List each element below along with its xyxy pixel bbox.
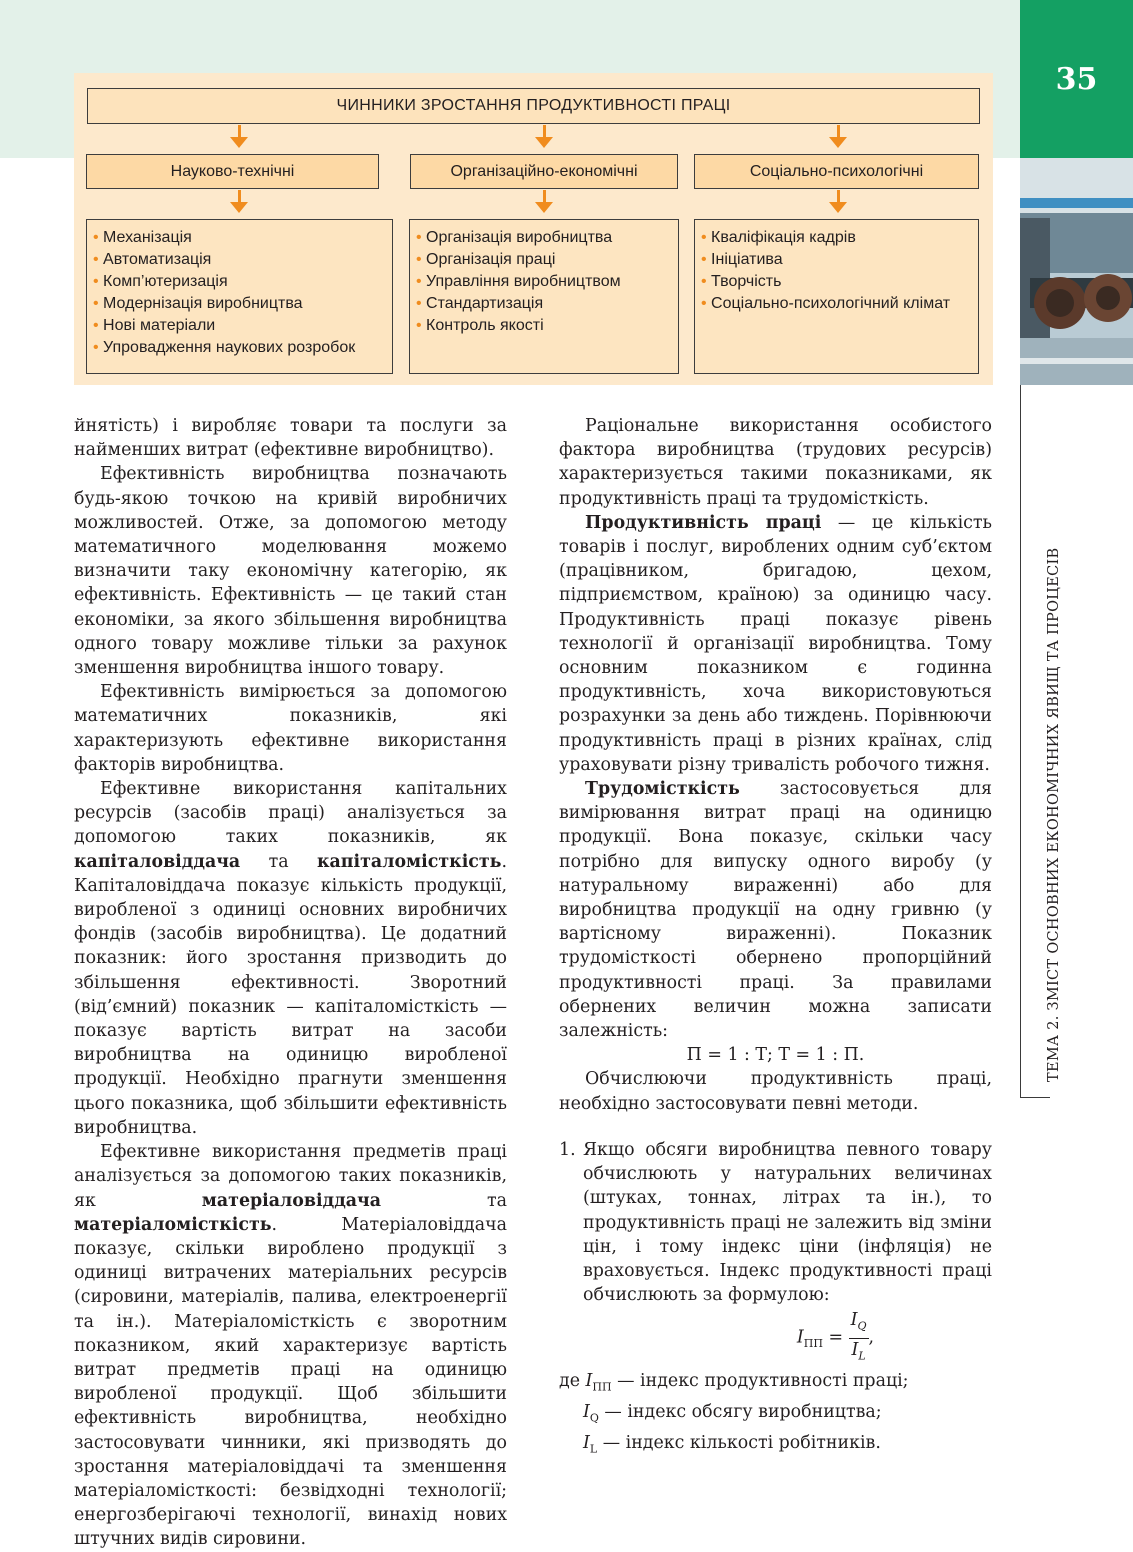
category-organizational-economic: Організаційно-економічні (410, 154, 678, 189)
organizational-economic-list (409, 219, 679, 374)
category-social-psychological: Соціально-психологічні (694, 154, 979, 189)
term-material-productivity: матеріаловіддача (201, 1190, 382, 1211)
paragraph: Трудомісткість застосовується для вимірювання витрат праці на одиницю продукції. Вона показує, скільки часу потрібно для випуску одного виробу (у натуральному вираженні) або для виробництва продукції на одну гривню (у вартісному вираженні). Показник трудомісткості обернено пропорційний продуктивності праці. За правилами обернених величин можна записати залежність: (559, 779, 992, 1042)
definition-line: $I_Q$ — індекс обсягу виробництва; (583, 1401, 882, 1425)
left-column (74, 414, 507, 1552)
list-item: • Нові матеріали (93, 317, 216, 334)
paragraph: Ефективність виробництва позначають будь-якою точкою на кривій виробничих можливостей. Отже, за допомогою методу математичного моделювання можемо визначити таку економічну категорію, як ефективність. Ефективність — це такий стан економіки, за якого збільшення виробництва одного товару можливе тільки за рахунок зменшення виробництва іншого товару. (74, 464, 507, 679)
category-scientific-technical: Науково-технічні (86, 154, 379, 189)
list-item: • Контроль якості (416, 317, 544, 334)
paragraph: Ефективне використання предметів праці аналізується за допомогою таких показників, як матеріаловіддача та матеріаломісткість. Матеріаловіддача показує, скільки вироблено продукції з одиниці витрачених матеріальних ресурсів (сировини, матеріалів, палива, електроенергії та ін.). Матеріаломісткість є зворотним показником, який характеризує вартість витрат предметів праці на одиницю виробленої продукції. Щоб збільшити ефективність виробництва, необхідно застосовувати чинники, які призводять до зростання матеріаловіддачі та зменшення матеріаломісткості: безвідходні технології; енергозберігаючі технології, винахід нових штучних видів сировини. (74, 1142, 507, 1550)
paragraph: Ефективність вимірюється за допомогою математичних показників, які характеризують ефективне використання факторів виробництва. (74, 682, 507, 775)
paragraph: йнятість) і виробляє товари та послуги за найменших витрат (ефективне виробництво). (74, 416, 507, 461)
list-item: • Організація виробництва (416, 229, 613, 246)
definition-line: де $I_{ПП}$ — індекс продуктивності праці; (559, 1371, 909, 1394)
list-item: • Механізація (93, 229, 192, 246)
list-item: • Комп’ютеризація (93, 273, 228, 290)
paragraph: Ефективне використання капітальних ресурсів (засобів праці) аналізується за допомогою таких показників, як капіталовіддача та капіталомісткість. Капіталовіддача показує кількість продукції, виробленої з одиниці основних виробничих фондів (засобів виробництва). Це додатний показник: його зростання призводить до збільшення ефективності. Зворотний (від’ємний) показник — капіталомісткість — показує вартість витрат на засоби виробництва на одиницю виробленої продукції. Необхідно прагнути зменшення цього показника, щоб збільшити ефективність виробництва. (74, 779, 507, 1138)
topic-title: ТЕМА 2. ЗМІСТ ОСНОВНИХ ЕКОНОМІЧНИХ ЯВИЩ ТА ПРОЦЕСІВ (1046, 547, 1062, 1082)
page-number: 35 (1055, 62, 1098, 97)
list-item: • Творчість (701, 273, 782, 290)
side-rule (1020, 385, 1021, 1098)
paragraph: Продуктивність праці — це кількість товарів і послуг, вироблених одним суб’єктом (працівником, бригадою, цехом, підприємством, країною) за одиницю часу. Продуктивність праці показує рівень технології й організації виробництва. Тому основним показником є годинна продуктивність, хоча використовуються розрахунки за день або тиждень. Порівнюючи продуктивність праці в різних країнах, слід ураховувати різну тривалість робочого тижня. (559, 512, 993, 775)
definition-line: $I_L$ — індекс кількості робітників. (583, 1432, 881, 1456)
list-item: • Кваліфікація кадрів (701, 229, 856, 246)
list-item: • Ініціатива (701, 251, 783, 268)
train-wheels-image (1020, 158, 1133, 385)
paragraph: Раціональне використання особистого фактора виробництва (трудових ресурсів) характеризується такими показниками, як продуктивність праці та трудомісткість. (559, 416, 992, 509)
side-photo (1020, 158, 1133, 385)
term-material-intensity: матеріаломісткість (74, 1214, 272, 1235)
list-item: • Упровадження наукових розробок (93, 339, 356, 356)
numbered-item: 1. Якщо обсяги виробництва певного товару обчислюють у натуральних величинах (штуках, тоннах, літрах та ін.), то продуктивність праці не залежить від зміни цін, і тому індекс ціни (інфляція) не враховується. Індекс продуктивності праці обчислюють за формулою: (559, 1139, 992, 1306)
scientific-technical-list (86, 219, 393, 374)
paragraph: Обчислюючи продуктивність праці, необхідно застосовувати певні методи. (559, 1069, 992, 1114)
diagram-title: ЧИННИКИ ЗРОСТАННЯ ПРОДУКТИВНОСТІ ПРАЦІ (87, 88, 980, 124)
list-item: • Організація праці (416, 251, 556, 268)
list-item: • Стандартизація (416, 295, 544, 312)
term-capital-intensity: капіталомісткість (316, 851, 502, 872)
list-item: • Управління виробництвом (416, 273, 621, 290)
social-psychological-list (694, 219, 979, 374)
right-column (559, 414, 992, 1461)
formula-productivity-index: $I_{ПП}$ = $\frac{I_Q}{I_L}$ , (796, 1310, 875, 1363)
term-labor-intensity: Трудомісткість (585, 779, 740, 800)
factors-diagram (74, 73, 993, 385)
list-item: • Соціально-психологічний клімат (701, 295, 951, 312)
term-capital-productivity: капіталовіддача (74, 851, 241, 872)
list-item: • Модернізація виробництва (93, 295, 303, 312)
formula-inverse: П = 1 : Т; Т = 1 : П. (686, 1045, 865, 1066)
term-labor-productivity: Продуктивність праці (585, 512, 822, 533)
side-rule-bottom (1020, 1097, 1050, 1098)
list-item: • Автоматизація (93, 251, 212, 268)
